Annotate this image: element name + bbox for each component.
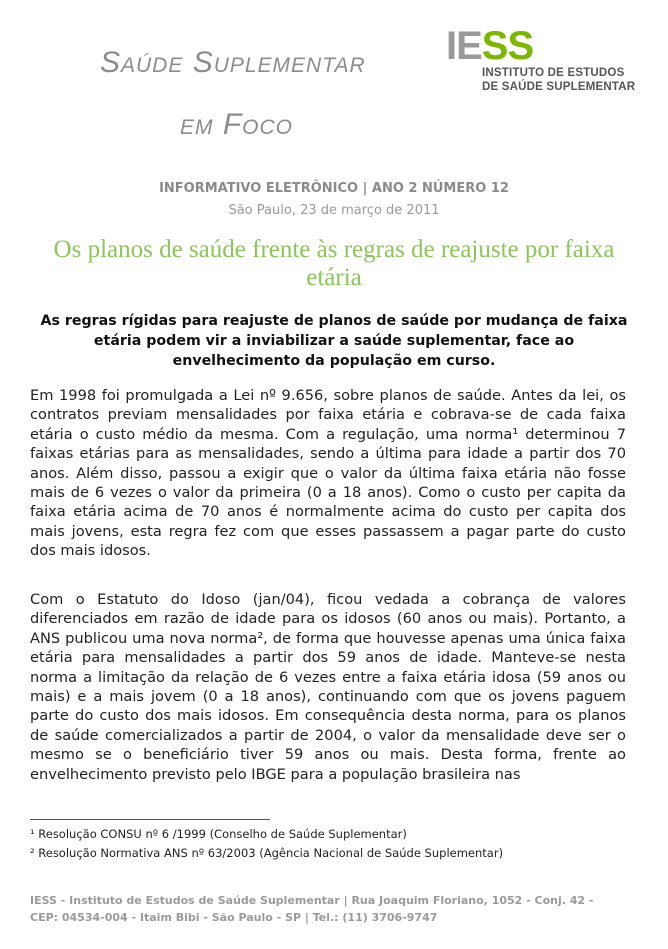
logo-mark-ie: IE <box>446 24 482 68</box>
article-paragraph-1: Em 1998 foi promulgada a Lei nº 9.656, sobre planos de saúde. Antes da lei, os contratos previam mensalidades por faixa etária e cobrava-se de cada faixa etária o custo médio da mesma. Com a regulação, uma norma¹ determinou 7 faixas etárias para as mensalidades, sendo a última para idade a partir dos 70 anos. Além disso, passou a exigir que o valor da última faixa etária não fosse mais de 6 vezes o valor da primeira (0 a 18 anos). Como o custo per capita da faixa etária acima de 70 anos é normalmente acima do custo per capita dos mais jovens, esta regra fez com que esses passassem a pagar parte do custo dos mais idosos. <box>30 387 626 560</box>
footnote-2: ² Resolução Normativa ANS nº 63/2003 (Agência Nacional de Saúde Suplementar) <box>30 846 504 860</box>
issue-info: INFORMATIVO ELETRÔNICO | ANO 2 NÚMERO 12 <box>159 181 509 196</box>
logo-text-line1: INSTITUTO DE ESTUDOS <box>482 67 625 79</box>
article-paragraph-2: Com o Estatuto do Idoso (jan/04), ficou vedada a cobrança de valores diferenciados em razão de idade para os idosos (60 anos ou mais). Portanto, a ANS publicou uma nova norma², de forma que houvesse apenas uma única faixa etária para mensalidades a partir dos 59 anos de idade. Manteve-se nesta norma a limitação da relação de 6 vezes entre a faixa etária idosa (59 anos ou mais) e a mais jovem (0 a 18 anos), continuando com que os jovens paguem parte do custo dos mais idosos. Em consequência desta norma, para os planos de saúde comercializados a partir de 2004, o valor da mensalidade deve ser o mesmo se o beneficiário tiver 59 anos ou mais. Desta forma, frente ao envelhecimento previsto pelo IBGE para a população brasileira nas <box>30 591 626 783</box>
article-headline: Os planos de saúde frente às regras de reajuste por faixa etária <box>53 236 615 291</box>
footer-address-line1: IESS - Instituto de Estudos de Saúde Suplementar | Rua Joaquim Floriano, 1052 - Conj. 42 - <box>30 894 594 907</box>
logo-mark-ss: SS <box>481 24 534 68</box>
article-lead: As regras rígidas para reajuste de planos de saúde por mudança de faixa etária podem vir a inviabilizar a saúde suplementar, face ao envelhecimento da população em curso. <box>40 313 628 369</box>
publication-title-line1: Saúde Suplementar <box>100 46 366 79</box>
logo-text-line2: DE SAÚDE SUPLEMENTAR <box>482 81 636 93</box>
footnote-divider <box>30 819 270 820</box>
publication-title-line2: em Foco <box>180 108 293 141</box>
footnote-1: ¹ Resolução CONSU nº 6 /1999 (Conselho de Saúde Suplementar) <box>30 827 407 841</box>
issue-date: São Paulo, 23 de março de 2011 <box>228 203 440 218</box>
iess-logo <box>446 26 646 94</box>
footer-address-line2: CEP: 04534-004 - Itaim Bibi - São Paulo - SP | Tel.: (11) 3706-9747 <box>30 911 438 924</box>
iess-logo-mark <box>446 26 646 66</box>
